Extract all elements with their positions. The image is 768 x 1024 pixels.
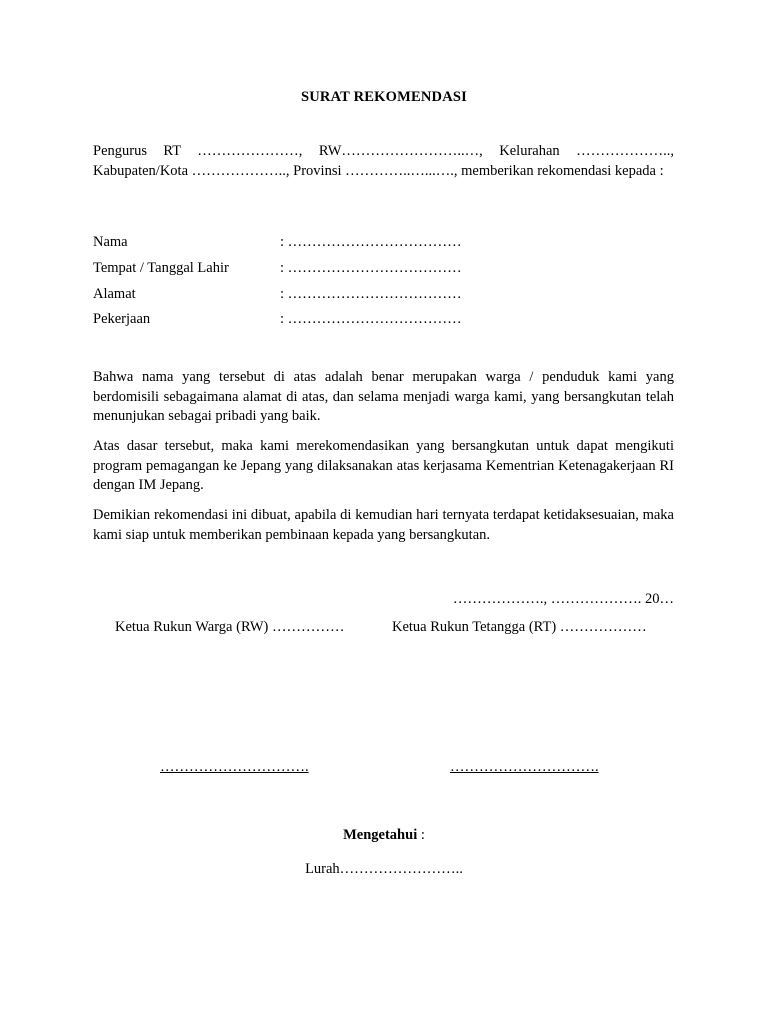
lurah-signature-line: Lurah…………………….. [305, 861, 463, 877]
field-label: Alamat [93, 286, 136, 302]
body-paragraph-recommendation: Atas dasar tersebut, maka kami merekomendasikan yang bersangkutan untuk dapat mengikuti program pemagangan ke Jepang yang dilaksanakan atas kerjasama Kementrian Ketenagakerjaan RI dengan IM Jepang. [93, 438, 674, 493]
field-row-nama [93, 233, 674, 253]
field-row-alamat [93, 285, 674, 305]
body-paragraph-closing: Demikian rekomendasi ini dibuat, apabila di kemudian hari ternyata terdapat ketidaksesuaian, maka kami siap untuk memberikan pembinaan kepada yang bersangkutan. [93, 507, 674, 543]
field-row-pekerjaan [93, 310, 674, 330]
signer-rt-title: Ketua Rukun Tetangga (RT) ……………… [392, 619, 647, 635]
signature-line-rw: …………………………. [160, 759, 309, 775]
acknowledgement-label: Mengetahui [343, 827, 418, 843]
signature-line-rt: …………………………. [450, 759, 599, 775]
place-date-line: ………………., ………………. 20… [452, 591, 674, 607]
field-row-tempat-tanggal-lahir [93, 259, 674, 279]
field-value: : ……………………………… [280, 260, 462, 276]
field-label: Nama [93, 234, 128, 250]
signer-rw-title: Ketua Rukun Warga (RW) …………… [115, 619, 345, 635]
field-value: : ……………………………… [280, 234, 462, 250]
field-value: : ……………………………… [280, 311, 462, 327]
field-label: Pekerjaan [93, 311, 151, 327]
body-paragraph-statement: Bahwa nama yang tersebut di atas adalah benar merupakan warga / penduduk kami yang berdomisili sebagaimana alamat di atas, dan selama menjadi warga kami, yang bersangkutan telah menunjukan sebagai pribadi yang baik. [93, 369, 674, 424]
field-value: : ……………………………… [280, 286, 462, 302]
intro-paragraph: Pengurus RT …………………, RW……………………..…, Kelurahan ……………….., Kabupaten/Kota ……………….., Provinsi …………..…...…., memberikan rekomendasi kepada : [93, 143, 674, 179]
acknowledgement-colon: : [417, 827, 425, 843]
field-label: Tempat / Tanggal Lahir [93, 260, 229, 276]
document-title: SURAT REKOMENDASI [300, 89, 467, 105]
acknowledgement [0, 826, 768, 846]
